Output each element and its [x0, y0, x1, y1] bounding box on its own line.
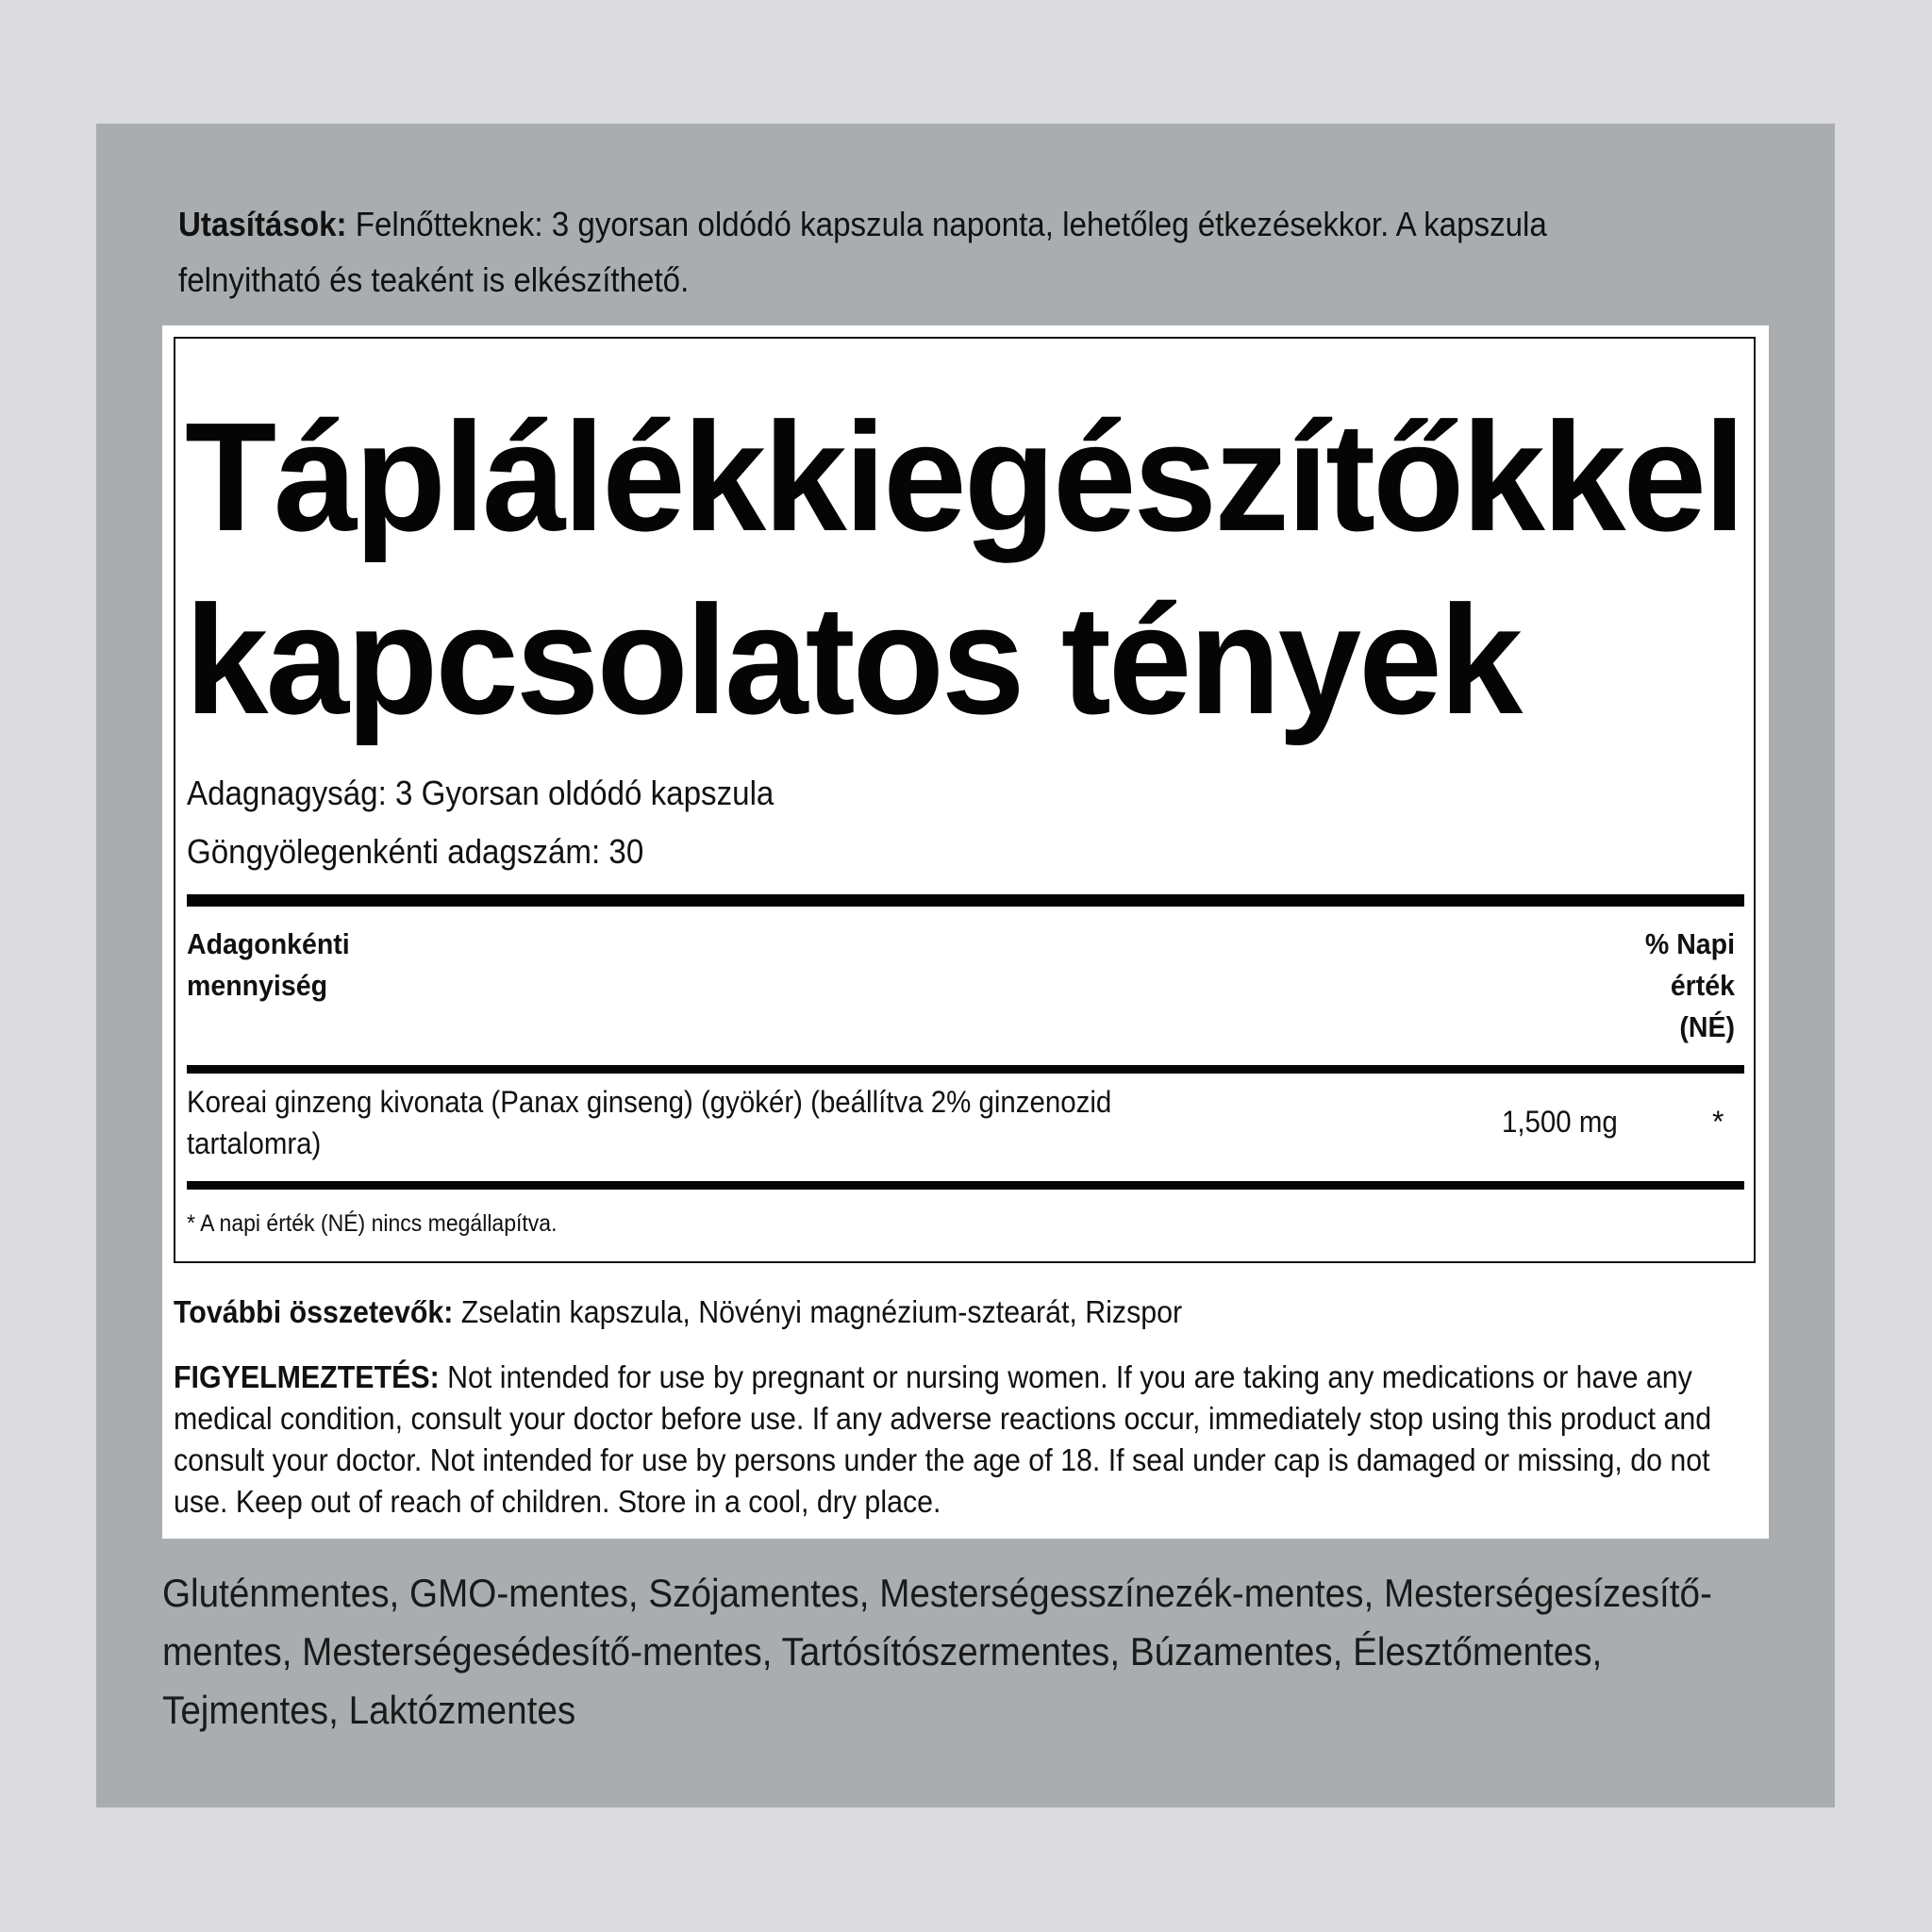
- directions-text: [178, 196, 1567, 308]
- directions-label: Utasítások:: [178, 205, 347, 243]
- divider: [187, 1181, 1744, 1190]
- facts-title-line-2: kapcsolatos tények: [185, 574, 1521, 746]
- other-ingredients-label: További összetevők:: [174, 1294, 454, 1329]
- amount-header-line-1: Adagonkénti: [187, 927, 350, 960]
- dv-header-line-3: (NÉ): [1679, 1010, 1735, 1043]
- thick-divider: [187, 894, 1744, 907]
- daily-value-header: [1561, 924, 1735, 1048]
- amount-header-line-2: mennyiség: [187, 969, 327, 1002]
- servings-per-container: Göngyölegenkénti adagszám: 30: [187, 832, 644, 871]
- footnote: * A napi érték (NÉ) nincs megállapítva.: [187, 1210, 558, 1237]
- serving-size: Adagnagyság: 3 Gyorsan oldódó kapszula: [187, 774, 774, 812]
- facts-title: [185, 386, 1758, 752]
- facts-title-line-1: Táplálékkiegészítőkkel: [185, 391, 1743, 563]
- ingredient-daily-value: *: [1712, 1105, 1724, 1139]
- warning: [174, 1357, 1753, 1523]
- other-ingredients: [174, 1291, 1649, 1333]
- free-from-list: Gluténmentes, GMO-mentes, Szójamentes, Mesterségesszínezék-mentes, Mesterségesízesítő-mentes, Mesterségesédesítő-mentes, Tartósítószermentes, Búzamentes, Élesztőmentes, Tejmentes, Laktózmentes: [162, 1571, 1712, 1732]
- supplement-facts-panel: [174, 337, 1756, 1263]
- directions-body: Felnőtteknek: 3 gyorsan oldódó kapszula naponta, lehetőleg étkezésekkor. A kapszula felnyitható és teaként is elkészíthető.: [178, 205, 1547, 299]
- warning-label: FIGYELMEZTETÉS:: [174, 1359, 440, 1394]
- amount-per-serving-header: [187, 924, 447, 1007]
- other-ingredients-text: Zselatin kapszula, Növényi magnézium-sztearát, Rizspor: [453, 1294, 1183, 1329]
- ingredient-amount: 1,500 mg: [1502, 1105, 1618, 1139]
- dv-header-line-2: érték: [1670, 969, 1735, 1002]
- dv-header-line-1: % Napi: [1644, 927, 1735, 960]
- ingredient-name: Koreai ginzeng kivonata (Panax ginseng) (gyökér) (beállítva 2% ginzenozid tartalomra): [187, 1085, 1112, 1160]
- warning-text: Not intended for use by pregnant or nursing women. If you are taking any medications or have any medical condition, consult your doctor before use. If any adverse reactions occur, immediately stop using this product and consult your doctor. Not intended for use by persons under the age of 18. If seal under cap is damaged or missing, do not use. Keep out of reach of children. Store in a cool, dry place.: [174, 1359, 1712, 1519]
- divider: [187, 1065, 1744, 1074]
